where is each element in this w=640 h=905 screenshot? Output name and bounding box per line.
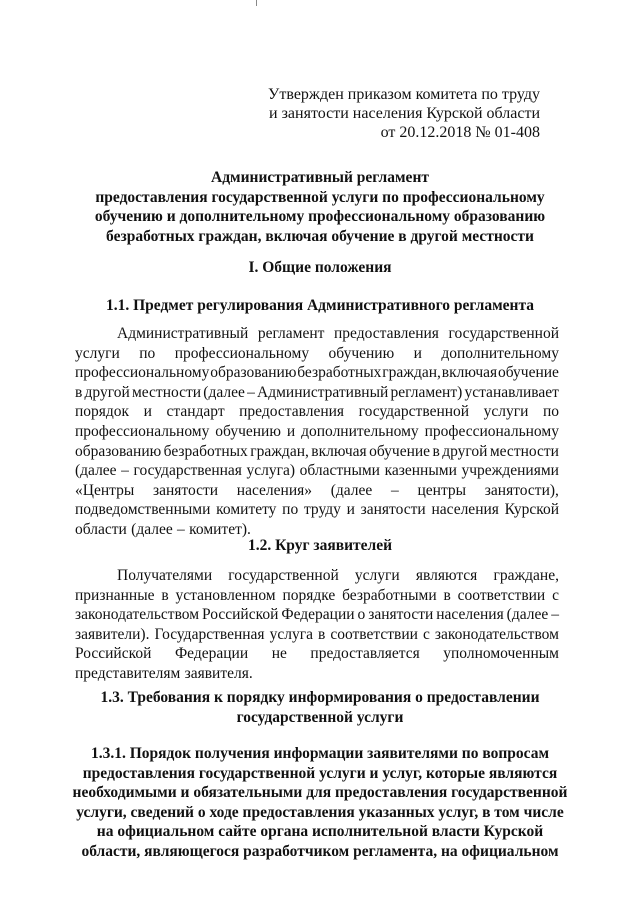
word: заявители). — [75, 625, 150, 643]
paragraph-line — [75, 422, 559, 442]
word: услуги — [483, 403, 529, 421]
word: услуги — [354, 567, 400, 584]
word: обучению — [215, 422, 281, 440]
word: Получателями — [117, 567, 213, 584]
word: образованию — [75, 442, 162, 460]
subsection-1-1-heading: 1.1. Предмет регулирования Административного регламента — [105, 297, 535, 314]
word: «Центры — [75, 481, 135, 499]
word: представителям — [75, 664, 181, 682]
word: комитету — [216, 501, 277, 519]
approval-line: Утвержден приказом комитета по труду — [268, 86, 540, 103]
word: областными — [299, 462, 380, 480]
word: государственной — [448, 325, 559, 342]
word: соответствии — [330, 625, 418, 643]
word: безработных — [297, 364, 382, 382]
word: услуги — [75, 344, 120, 362]
word: подведомственными — [75, 501, 211, 519]
word: другой — [442, 442, 488, 460]
word: дополнительному — [441, 344, 559, 362]
word: Государственная — [154, 625, 265, 643]
paragraph-1-2 — [75, 566, 559, 684]
title-line: Административный регламент — [211, 169, 429, 186]
subsection-1-3-1-heading-line: на официальном сайте органа исполнительной власти Курской — [96, 823, 544, 841]
word: в — [75, 383, 83, 401]
title-line: предоставления государственной услуги по профессиональному — [95, 188, 545, 206]
word: безработными — [342, 586, 437, 604]
word: обучение — [497, 364, 559, 382]
word: предоставления — [334, 325, 439, 342]
word: занятости — [152, 481, 219, 499]
word: устанавливает — [464, 383, 559, 401]
word: порядке — [282, 586, 336, 604]
word: по — [139, 344, 156, 362]
word: предоставляется — [310, 645, 420, 663]
word: населения» — [236, 481, 312, 499]
subsection-1-3-1-heading-line: предоставления государственной услуги и услуг, которые являются — [82, 764, 558, 782]
word: Федерации — [174, 645, 249, 663]
subsection-1-3-1-heading-line: услуги, сведений о ходе предоставления указанных услуг, в том числе — [76, 803, 564, 821]
word: с — [552, 586, 559, 604]
word: уполномоченным — [443, 645, 559, 663]
word: являются — [415, 567, 478, 584]
word: государственной — [358, 403, 470, 421]
word: Курской — [504, 501, 559, 519]
word: населения — [431, 501, 499, 519]
approval-line: от 20.12.2018 № 01-408 — [380, 124, 540, 141]
section-1-heading: I. Общие положения — [248, 259, 392, 276]
subsection-1-3-heading-line: государственной услуги — [236, 709, 404, 726]
word: (далее — [131, 520, 173, 538]
subsection-heading — [60, 536, 580, 556]
title-line: обучению и дополнительному профессиональному образованию — [94, 208, 546, 225]
word: включая — [311, 442, 367, 460]
word: с — [422, 625, 430, 643]
word: соответствии — [457, 586, 546, 604]
word: в — [432, 442, 440, 460]
word: и — [143, 403, 152, 421]
word: признанные — [75, 586, 155, 604]
word: граждане, — [493, 567, 559, 584]
word: и — [346, 501, 355, 519]
paragraph-line — [75, 664, 559, 684]
word: предоставления — [239, 403, 345, 421]
word: профессиональному — [424, 422, 559, 440]
word: области — [75, 520, 127, 538]
word: местности — [131, 383, 202, 401]
word: профессиональному — [75, 364, 210, 382]
scan-mark — [256, 0, 257, 6]
word: и — [413, 344, 422, 362]
approval-line: и занятости населения Курской области — [269, 105, 540, 122]
paragraph-line — [75, 383, 559, 403]
paragraph-line — [75, 625, 559, 645]
word: центры — [417, 481, 467, 499]
word: (далее — [330, 481, 373, 499]
approval-stamp — [268, 85, 540, 142]
word: по — [542, 403, 559, 421]
subsection-1-2-heading: 1.2. Круг заявителей — [247, 537, 393, 554]
word: по — [282, 501, 299, 519]
word: занятости), — [484, 481, 559, 499]
word: порядок — [75, 403, 130, 421]
word: установленном — [175, 586, 276, 604]
word: регламент — [257, 325, 325, 342]
word: – — [551, 606, 559, 624]
word: безработных — [163, 442, 248, 460]
word: услуга) — [246, 462, 296, 480]
word: государственная — [133, 462, 242, 480]
word: учреждениями — [461, 462, 559, 480]
paragraph-line — [75, 461, 559, 481]
word: о — [357, 606, 366, 624]
subsection-heading — [60, 688, 580, 728]
word: труду — [303, 501, 341, 519]
word: другой — [84, 383, 130, 401]
paragraph-1-1 — [75, 324, 559, 540]
subsection-1-3-heading-line: 1.3. Требования к порядку информирования о предоставлении — [100, 689, 540, 706]
word: в — [443, 586, 451, 604]
word: занятости — [360, 501, 426, 519]
subsection-heading — [60, 744, 580, 862]
word: граждан, — [250, 442, 309, 460]
paragraph-line — [75, 566, 559, 586]
paragraph-line — [75, 442, 559, 462]
paragraph-line — [75, 324, 559, 344]
paragraph-line — [75, 481, 559, 501]
word: обучению — [328, 344, 395, 362]
word: государственной — [228, 567, 339, 584]
word: обучение — [369, 442, 431, 460]
word: образованию — [210, 364, 297, 382]
subsection-heading — [60, 296, 580, 316]
word: Административный — [257, 383, 389, 401]
section-heading — [60, 258, 580, 278]
word: стандарт — [166, 403, 225, 421]
paragraph-line — [75, 586, 559, 606]
word: местности — [489, 442, 559, 460]
word: населения — [436, 606, 504, 624]
word: – — [391, 481, 399, 499]
word: занятости — [368, 606, 434, 624]
word: – — [247, 383, 255, 401]
word: Российской — [202, 606, 279, 624]
subsection-1-3-1-heading-line: области, являющегося разработчиком регламента, на официальном — [81, 842, 559, 860]
document-title — [60, 168, 580, 246]
word: в — [317, 625, 326, 643]
word: Административный — [117, 325, 249, 342]
word: казенными — [384, 462, 457, 480]
word: в — [161, 586, 169, 604]
paragraph-line — [75, 402, 559, 422]
word: услуга — [269, 625, 313, 643]
subsection-1-3-1-heading-line: необходимыми и обязательными для предоставления государственной — [72, 784, 568, 802]
word: дополнительному — [301, 422, 419, 440]
word: регламент) — [390, 383, 463, 401]
word: включая — [441, 364, 498, 382]
word: заявителя. — [184, 664, 253, 682]
word: не — [271, 645, 287, 663]
word: (далее — [506, 606, 549, 624]
paragraph-line — [75, 500, 559, 520]
word: граждан, — [382, 364, 441, 382]
word: законодательством — [75, 606, 200, 624]
paragraph-line — [75, 605, 559, 625]
word: профессиональному — [174, 344, 310, 362]
word: профессиональному — [75, 422, 210, 440]
word: – — [177, 520, 185, 538]
word: Российской — [75, 645, 152, 663]
word: комитет). — [189, 520, 251, 538]
word: – — [121, 462, 129, 480]
subsection-1-3-1-heading-line: 1.3.1. Порядок получения информации заявителями по вопросам — [90, 745, 550, 762]
paragraph-line — [75, 363, 559, 383]
paragraph-line — [75, 344, 559, 364]
word: Федерации — [281, 606, 355, 624]
word: законодательством — [434, 625, 559, 643]
paragraph-line — [75, 644, 559, 664]
word: и — [286, 422, 296, 440]
title-line: безработных граждан, включая обучение в другой местности — [106, 227, 534, 245]
word: (далее — [203, 383, 245, 401]
word: (далее — [75, 462, 117, 480]
